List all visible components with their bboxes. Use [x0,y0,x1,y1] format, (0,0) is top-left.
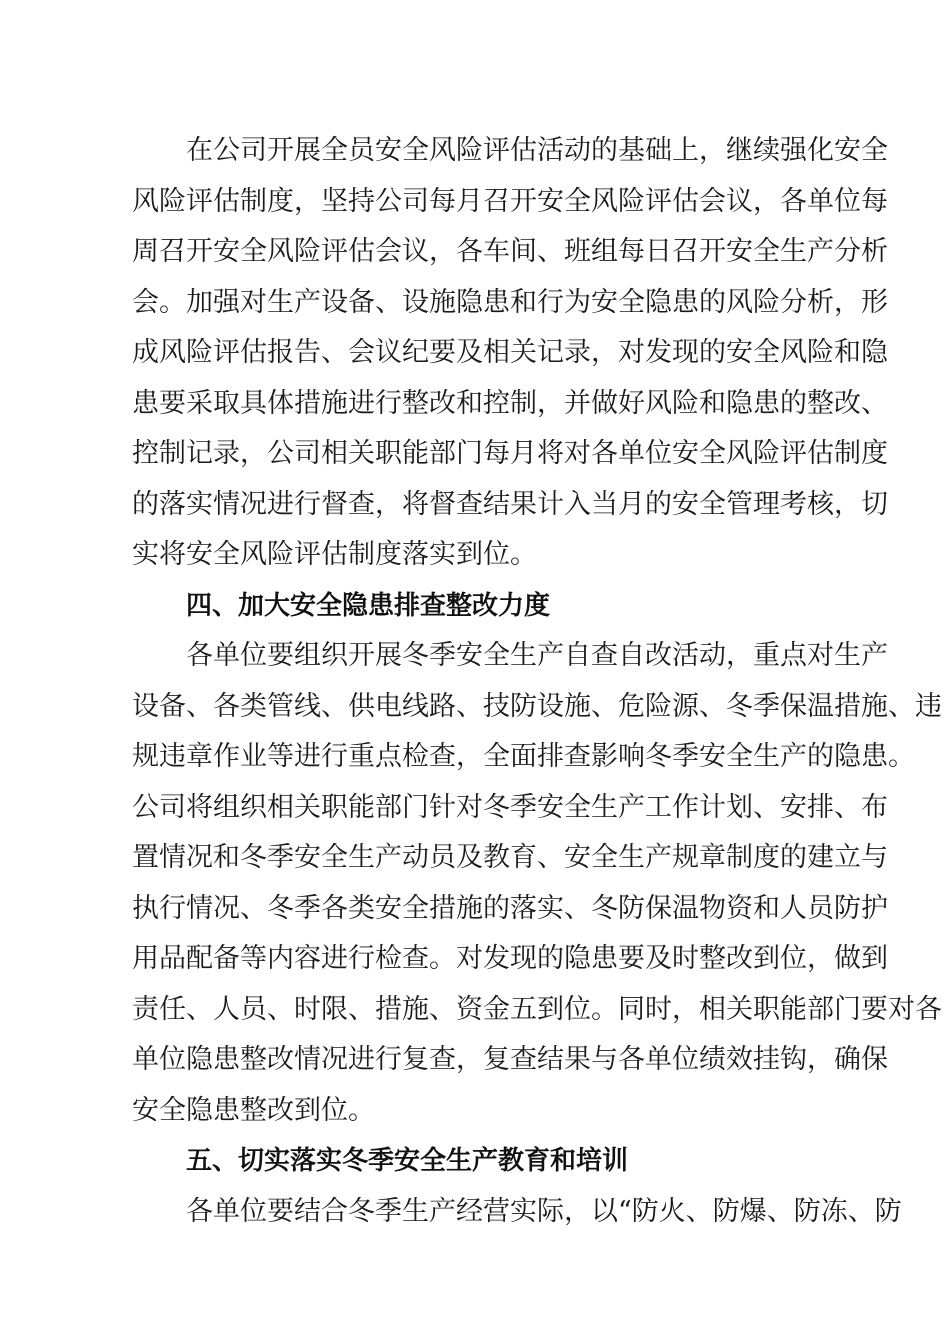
text-line: 实将安全风险评估制度落实到位。 [132,539,537,570]
text-line: 设备、各类管线、供电线路、技防设施、危险源、冬季保温措施、违 [132,690,942,722]
text-line: 会。加强对生产设备、设施隐患和行为安全隐患的风险分析，形 [132,286,888,318]
text-line: 安全隐患整改到位。 [132,1094,375,1126]
text-line: 周召开安全风险评估会议，各车间、班组每日召开安全生产分析 [132,236,888,267]
section-heading-5: 五、切实落实冬季安全生产教育和培训 [186,1146,629,1176]
paragraph-risk-assessment [132,126,888,581]
text-line: 的落实情况进行督查，将督查结果计入当月的安全管理考核，切 [132,488,888,520]
text-line: 风险评估制度，坚持公司每月召开安全风险评估会议，各单位每 [132,185,888,217]
paragraph-hazard-inspection [132,631,942,1136]
text-line: 在公司开展全员安全风险评估活动的基础上，继续强化安全 [186,135,888,166]
text-line: 各单位要组织开展冬季安全生产自查自改活动，重点对生产 [186,640,888,671]
text-line: 公司将组织相关职能部门针对冬季安全生产工作计划、安排、布 [132,791,888,823]
text-line: 各单位要结合冬季生产经营实际，以“防火、防爆、防冻、防 [186,1195,902,1227]
text-line: 控制记录，公司相关职能部门每月将对各单位安全风险评估制度 [132,438,888,469]
document-body [132,126,942,1237]
text-line: 责任、人员、时限、措施、资金五到位。同时，相关职能部门要对各 [132,993,942,1025]
text-line: 置情况和冬季安全生产动员及教育、安全生产规章制度的建立与 [132,842,888,873]
section-heading-4: 四、加大安全隐患排查整改力度 [186,590,551,621]
text-line: 执行情况、冬季各类安全措施的落实、冬防保温物资和人员防护 [132,892,888,924]
paragraph-safety-training [132,1187,902,1238]
text-line: 规违章作业等进行重点检查，全面排查影响冬季安全生产的隐患。 [132,741,915,772]
text-line: 单位隐患整改情况进行复查，复查结果与各单位绩效挂钩，确保 [132,1044,888,1075]
text-line: 用品配备等内容进行检查。对发现的隐患要及时整改到位，做到 [132,943,888,974]
text-line: 成风险评估报告、会议纪要及相关记录，对发现的安全风险和隐 [132,337,888,368]
text-line: 患要采取具体措施进行整改和控制，并做好风险和隐患的整改、 [132,387,888,419]
